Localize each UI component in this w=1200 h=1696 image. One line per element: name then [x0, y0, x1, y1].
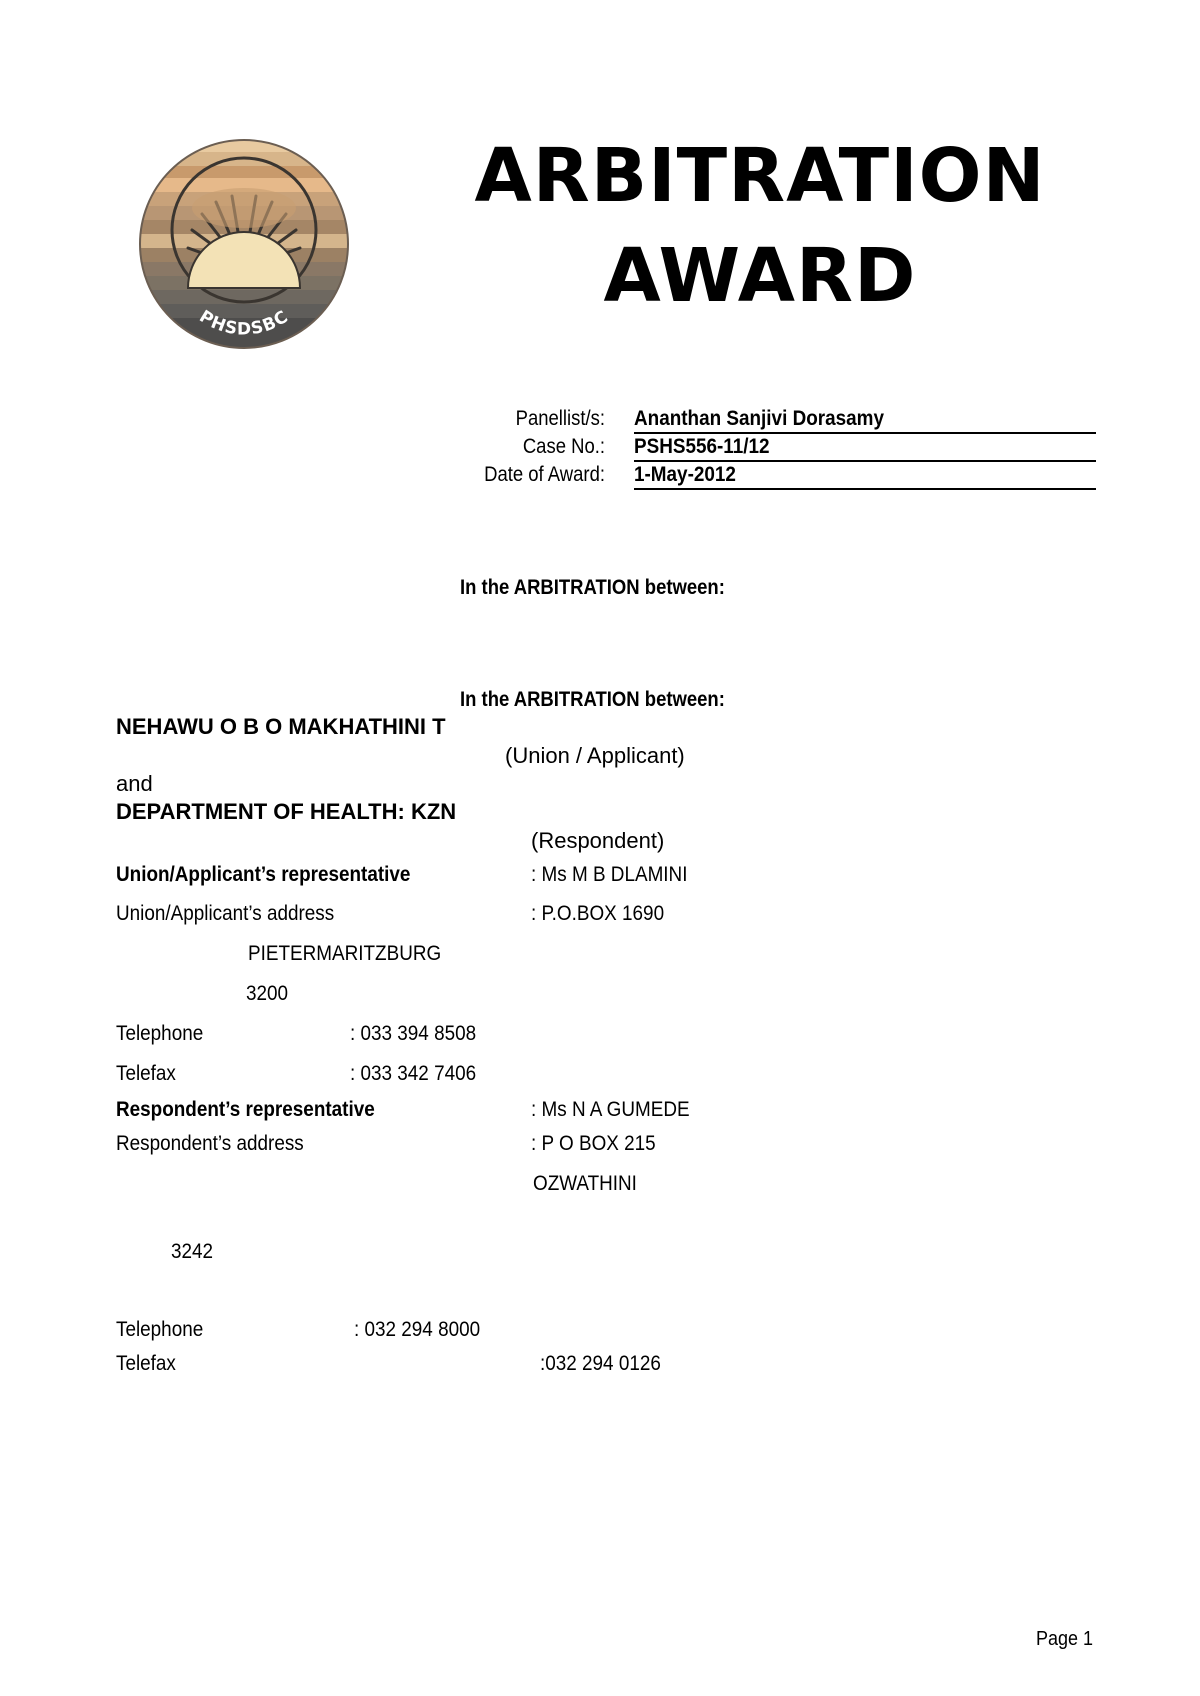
panellist-label: Panellist/s: — [515, 407, 605, 430]
respondent-telephone-label: Telephone — [116, 1318, 204, 1341]
title-line-1: ARBITRATION — [474, 133, 1046, 219]
case-label: Case No.: — [522, 435, 605, 458]
applicant-rep-label: Union/Applicant’s representative — [116, 863, 411, 886]
respondent-address-code: 3242 — [171, 1240, 214, 1263]
applicant-address-city: PIETERMARITZBURG — [248, 942, 442, 965]
phsdsbc-logo — [138, 138, 350, 350]
logo-text: PHSDSBC — [195, 306, 293, 340]
between-heading: In the ARBITRATION between: — [460, 576, 725, 599]
applicant-address-code: 3200 — [246, 982, 289, 1005]
applicant-rep-value: : Ms M B DLAMINI — [531, 863, 688, 886]
respondent-address-city: OZWATHINI — [533, 1172, 637, 1195]
date-label: Date of Award: — [484, 463, 605, 486]
document-title — [460, 126, 1060, 326]
respondent-rep-label: Respondent’s representative — [116, 1098, 375, 1121]
respondent-name: DEPARTMENT OF HEALTH: KZN — [116, 799, 457, 824]
between-heading-repeat: In the ARBITRATION between: — [460, 688, 725, 711]
applicant-telefax-label: Telefax — [116, 1062, 176, 1085]
respondent-role: (Respondent) — [531, 828, 665, 853]
respondent-telefax-label: Telefax — [116, 1352, 176, 1375]
rising-sun-icon — [138, 138, 350, 350]
respondent-telefax-value: :032 294 0126 — [540, 1352, 661, 1375]
applicant-address-label: Union/Applicant’s address — [116, 902, 335, 925]
respondent-telephone-value: : 032 294 8000 — [354, 1318, 481, 1341]
respondent-address-value: : P O BOX 215 — [531, 1132, 656, 1155]
date-value: 1-May-2012 — [634, 463, 1096, 490]
applicant-telephone-label: Telephone — [116, 1022, 204, 1045]
applicant-name: NEHAWU O B O MAKHATHINI T — [116, 714, 446, 739]
applicant-role: (Union / Applicant) — [505, 743, 685, 768]
page-number: Page 1 — [1036, 1628, 1094, 1650]
title-line-2: AWARD — [603, 233, 917, 319]
case-value: PSHS556-11/12 — [634, 435, 1096, 462]
applicant-address-value: : P.O.BOX 1690 — [531, 902, 665, 925]
applicant-telefax-value: : 033 342 7406 — [350, 1062, 477, 1085]
and-text: and — [116, 771, 153, 796]
respondent-rep-value: : Ms N A GUMEDE — [531, 1098, 690, 1121]
panellist-value: Ananthan Sanjivi Dorasamy — [634, 407, 1096, 434]
respondent-address-label: Respondent’s address — [116, 1132, 304, 1155]
applicant-telephone-value: : 033 394 8508 — [350, 1022, 477, 1045]
